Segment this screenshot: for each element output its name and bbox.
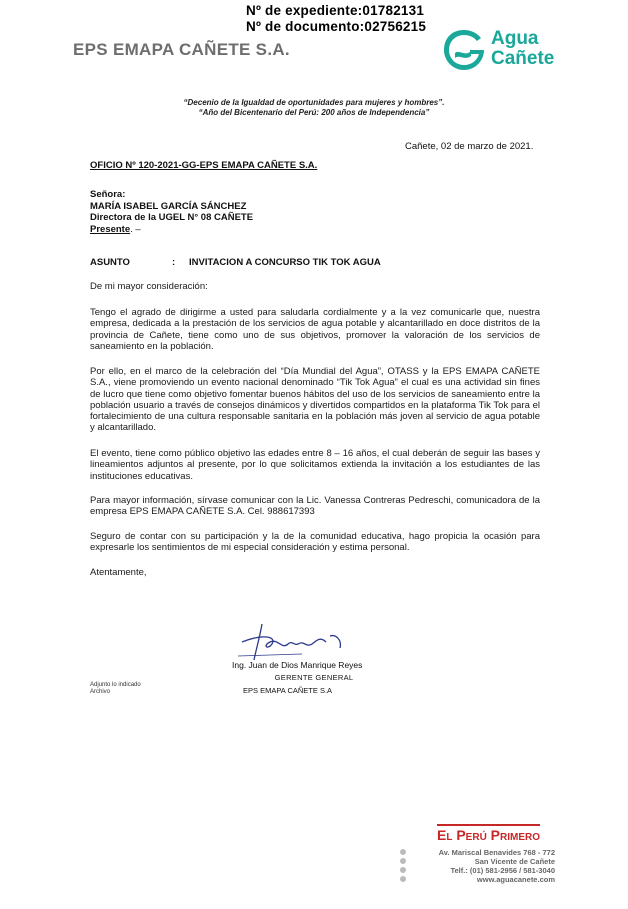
peru-primero-slogan: El Perú Primero xyxy=(437,824,540,843)
documento-text: Nº de documento:02756215 xyxy=(246,19,427,34)
expediente-number xyxy=(246,3,426,35)
water-drop-icon xyxy=(441,27,487,73)
logo-line-2: Cañete xyxy=(491,48,555,69)
presente-line xyxy=(90,224,253,236)
presente-suffix: . – xyxy=(130,223,141,235)
paragraph-3: El evento, tiene como público objetivo las edades entre 8 – 16 años, el cual deberán de seguir las bases y lineamientos adjuntos al presente, por lo que solicitamos extienda la invitación a los estudiantes de las instituciones educativas. xyxy=(90,448,540,482)
recipient-block xyxy=(90,189,253,235)
closing: Atentamente, xyxy=(90,567,147,578)
footer-city: San Vicente de Cañete xyxy=(474,857,555,866)
salutation-title: Señora: xyxy=(90,189,126,200)
attachments-line-2: Archivo xyxy=(90,689,111,695)
greeting: De mi mayor consideración: xyxy=(90,281,208,292)
asunto-label: ASUNTO xyxy=(90,257,130,268)
attachments-line-1: Adjunto lo indicado xyxy=(90,682,141,688)
recipient-role: Directora de la UGEL N° 08 CAÑETE xyxy=(90,212,254,223)
paragraph-5: Seguro de contar con su participación y la de la comunidad educativa, hago propicia la ocasión para expresarle los sentimientos de mi especial consideración y estima personal. xyxy=(90,531,540,554)
paragraph-1: Tengo el agrado de dirigirme a usted para saludarla cordialmente y a la vez comunicarle que, nuestra empresa, dedicada a la prestación de los servicios de agua potable y alcantarillado en doce distritos de la provincia de Cañete, tiene como uno de sus objetivos, promover la valoración de los servicios de saneamiento en la población. xyxy=(90,307,540,352)
asunto-value: INVITACION A CONCURSO TIK TOK AGUA xyxy=(189,257,381,268)
logo-text xyxy=(491,29,554,69)
footer-phone: Telf.: (01) 581-2956 / 581-3040 xyxy=(450,866,555,875)
anio-text: “Año del Bicentenario del Perú: 200 años de Independencia” xyxy=(198,108,430,117)
location-icon xyxy=(400,849,406,855)
logo-line-1: Agua xyxy=(491,28,539,49)
presente-text: Presente xyxy=(90,223,131,235)
footer-icons xyxy=(400,849,410,885)
footer-web[interactable]: www.aguacanete.com xyxy=(476,875,555,884)
signer-name: Ing. Juan de Dios Manrique Reyes xyxy=(232,660,363,670)
web-icon xyxy=(400,876,406,882)
signature-scribble xyxy=(232,616,372,664)
attachments-note xyxy=(90,682,141,696)
oficio-number: OFICIO Nº 120-2021-GG-EPS EMAPA CAÑETE S.A. xyxy=(90,160,318,171)
agua-canete-logo xyxy=(441,27,571,75)
paragraph-2: Por ello, en el marco de la celebración del “Día Mundial del Agua”, OTASS y la EPS EMAPA CAÑETE S.A., viene promoviendo un evento nacional denominado “Tik Tok Agua” el cual es una actividad sin fines de lucro que tiene como objetivo fomentar buenos hábitos del uso de los servicios de saneamiento entre la población usuario a través de consejos dinámicos y divertidos compartidos en la plataforma Tik Tok para el fortalecimiento de una cultura responsable sanitaria en la población más joven al servicio de agua potable y alcantarillado. xyxy=(90,366,540,434)
paragraph-4: Para mayor información, sírvase comunicar con la Lic. Vanessa Contreras Pedreschi, comunicadora de la empresa EPS EMAPA CAÑETE S.A. Cel. 988617393 xyxy=(90,495,540,518)
recipient-name: MARÍA ISABEL GARCÍA SÁNCHEZ xyxy=(90,200,247,212)
expediente-text: Nº de expediente:01782131 xyxy=(246,3,425,18)
asunto-colon: : xyxy=(172,257,176,268)
signer-company: EPS EMAPA CAÑETE S.A xyxy=(243,686,333,695)
city-icon xyxy=(400,858,406,864)
decenio-header xyxy=(0,98,628,118)
letter-date: Cañete, 02 de marzo de 2021. xyxy=(405,141,534,152)
phone-icon xyxy=(400,867,406,873)
decenio-text: “Decenio de la Igualdad de oportunidades para mujeres y hombres”. xyxy=(183,98,445,107)
signer-role: GERENTE GENERAL xyxy=(274,673,354,682)
company-name: EPS EMAPA CAÑETE S.A. xyxy=(73,40,290,59)
footer-contact xyxy=(415,848,555,884)
footer-address: Av. Mariscal Benavides 768 - 772 xyxy=(438,848,555,857)
